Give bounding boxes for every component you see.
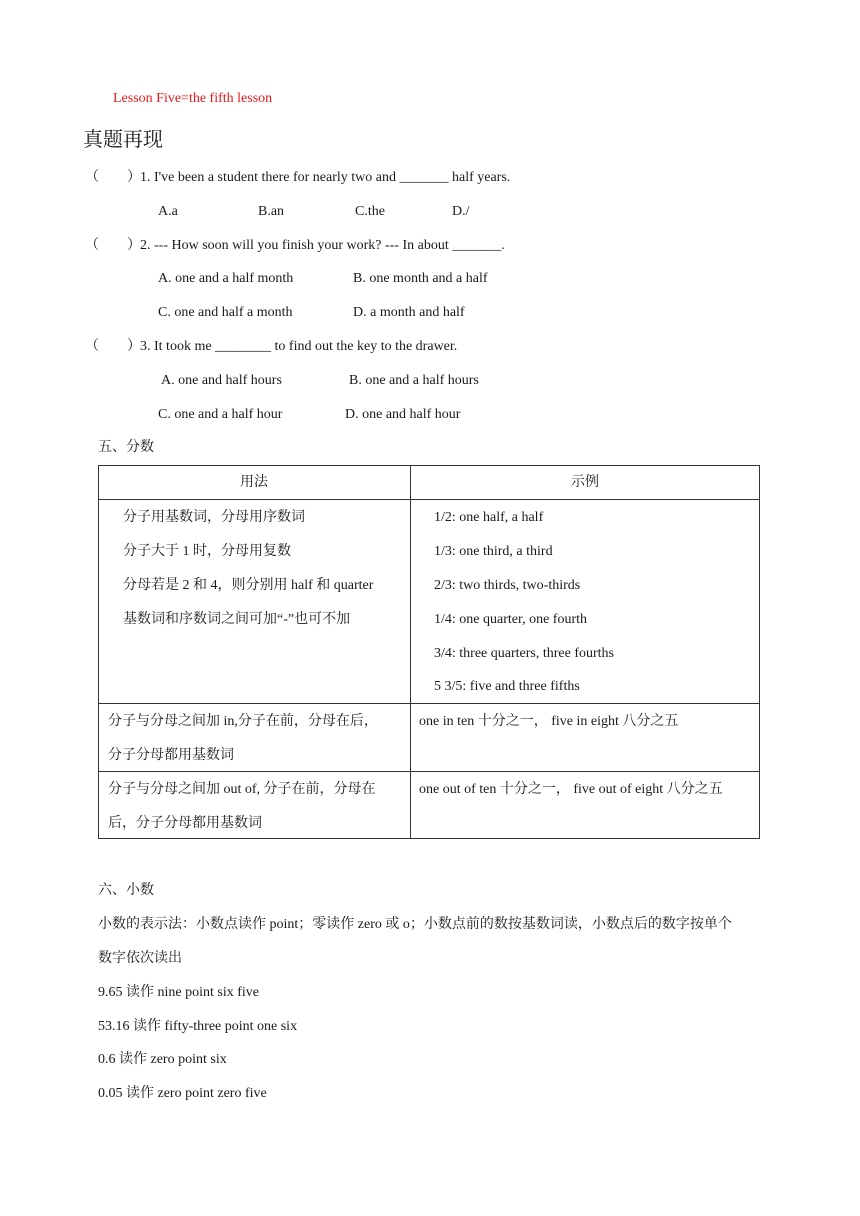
option-a: A. one and a half month: [158, 271, 294, 286]
usage-line: 分子用基数词，分母用序数词: [123, 510, 305, 525]
option-d: D. one and half hour: [345, 407, 461, 422]
example-line: one out of ten 十分之一， five out of eight 八分之五: [419, 782, 723, 797]
usage-line: 分子大于 1 时，分母用复数: [123, 544, 291, 559]
row-divider: [99, 703, 759, 704]
usage-line: 基数词和序数词之间可加“-”也可不加: [123, 612, 351, 627]
question-stem: 3. It took me ________ to find out the key to the drawer.: [140, 339, 458, 354]
example-line: 5 3/5: five and three fifths: [434, 679, 580, 694]
example-line: 2/3: two thirds, two-thirds: [434, 578, 581, 593]
decimal-example: 9.65 读作 nine point six five: [98, 985, 259, 1000]
table-header-example: 示例: [571, 475, 599, 490]
question-stem: 2. --- How soon will you finish your work? --- In about _______.: [140, 238, 505, 253]
question-stem: 1. I've been a student there for nearly two and _______ half years.: [140, 170, 511, 185]
usage-line: 分子与分母之间加 in,分子在前，分母在后，: [108, 714, 378, 729]
table-header-usage: 用法: [240, 475, 268, 490]
column-divider: [410, 466, 411, 838]
row-divider: [99, 771, 759, 772]
option-a: A.a: [158, 204, 178, 219]
option-c: C. one and a half hour: [158, 407, 283, 422]
option-a: A. one and half hours: [161, 373, 282, 388]
example-line: 3/4: three quarters, three fourths: [434, 646, 614, 661]
option-b: B.an: [258, 204, 285, 219]
decimals-description: 小数的表示法：小数点读作 point；零读作 zero 或 o；小数点前的数按基数词读，小数点后的数字按单个: [98, 917, 732, 932]
usage-line: 后，分子分母都用基数词: [108, 816, 262, 831]
usage-line: 分子分母都用基数词: [108, 748, 234, 763]
usage-line: 分母若是 2 和 4，则分别用 half 和 quarter: [123, 578, 374, 593]
example-line: one in ten 十分之一， five in eight 八分之五: [419, 714, 679, 729]
decimal-example: 0.05 读作 zero point zero five: [98, 1086, 267, 1101]
example-line: 1/2: one half, a half: [434, 510, 544, 525]
option-b: B. one month and a half: [353, 271, 488, 286]
decimal-example: 53.16 读作 fifty-three point one six: [98, 1019, 298, 1034]
decimal-example: 0.6 读作 zero point six: [98, 1052, 227, 1067]
decimals-description: 数字依次读出: [98, 951, 182, 966]
fractions-table: [98, 465, 760, 839]
example-line: 1/4: one quarter, one fourth: [434, 612, 588, 627]
fractions-heading: 五、分数: [98, 440, 154, 455]
answer-paren: （ ）: [85, 238, 141, 253]
usage-line: 分子与分母之间加 out of, 分子在前，分母在: [108, 782, 376, 797]
decimals-heading: 六、小数: [98, 883, 154, 898]
option-d: D. a month and half: [353, 305, 465, 320]
row-divider: [99, 499, 759, 500]
option-c: C.the: [355, 204, 385, 219]
option-b: B. one and a half hours: [349, 373, 479, 388]
example-line: 1/3: one third, a third: [434, 544, 553, 559]
option-d: D./: [452, 204, 470, 219]
lesson-title: Lesson Five=the fifth lesson: [113, 91, 273, 106]
answer-paren: （ ）: [85, 170, 141, 185]
section-heading: 真题再现: [83, 129, 163, 151]
answer-paren: （ ）: [85, 339, 141, 354]
option-c: C. one and half a month: [158, 305, 293, 320]
